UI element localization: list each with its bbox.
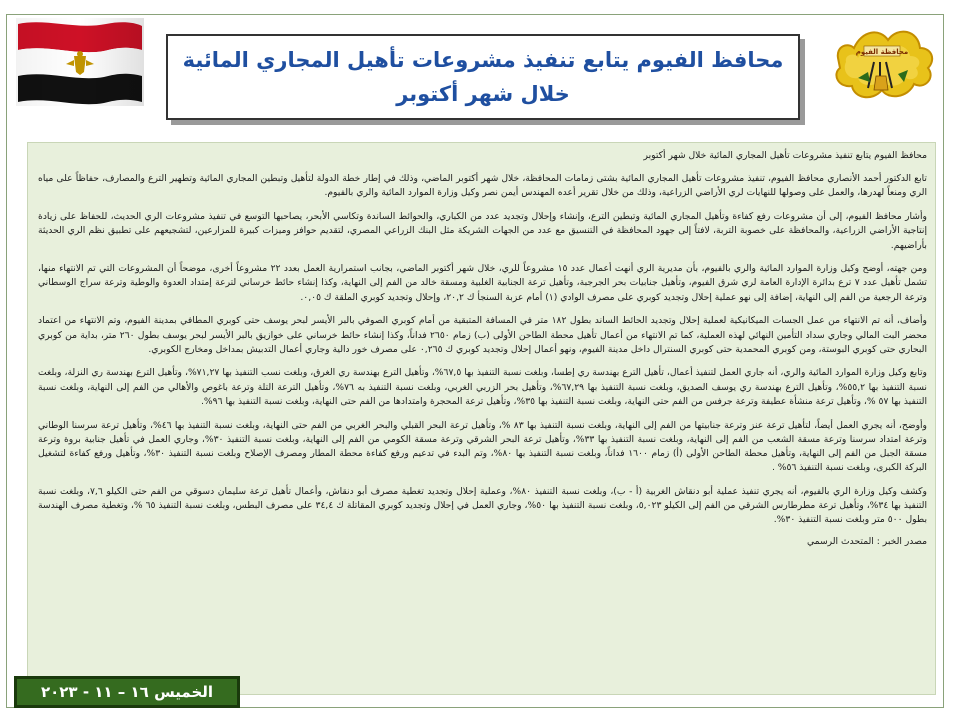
article-lead: محافظ الفيوم يتابع تنفيذ مشروعات تأهيل المجاري المائية خلال شهر أكتوبر: [643, 150, 927, 161]
news-source: مصدر الخبر : المتحدث الرسمي: [807, 535, 927, 547]
article-paragraph: وأشار محافظ الفيوم، إلى أن مشروعات رفع كفاءة وتأهيل المجاري المائية وتبطين الترع، وإنشاء وإحلال وتجديد عدد من الكباري، والحوائط الساندة وتكاسي الأبحر، يصاحبها التوسع في تنفيذ مشروعات الري الحديث، للحفاظ على زيادة إنتاجية الأراضي الزراعية، والمحافظة على خصوبة التربة، لافتاً إلى جهود المحافظة في التنسيق مع عدد من الجهات الشريكة مثل البنك الزراعي المصري، لتقديم حوافز وميزات كبيرة للمزارعين، لتشجيعهم على تطبيق نظم الري الحديثة بأراضيهم.: [38, 211, 927, 251]
egypt-flag-icon: [16, 18, 144, 106]
article-paragraph: وتابع وكيل وزارة الموارد المائية والري، أنه جاري العمل لتنفيذ أعمال، تأهيل الترع بهندسة ري إطسا، وبلغت نسبة التنفيذ بها ٦٧,٥%، وتأهيل الترع بهندسة ري الغرق، وبلغت نسب التنفيذ بها ٧١,٢٧%، وتأهيل الترع بهندسة ري النزلة، وبلغت نسبة التنفيذ بها ٥٥,٢%، وتأهيل الترع بهندسة ري يوسف الصديق، وبلغت نسبة التنفيذ بها ٦٧,٢٩%، وتأهيل بحر الزربي الغربي، وبلغت نسبة التنفيذ به ٧٦%، وتأهيل الترعة التلة وترعة باغوص والأهالي من الفم إلى النهاية، وبلغت نسبة التنفيذ بها ٥٧ %، وتأهيل ترعة منشأة عطيفة وترعة جرفس من الفم حتى النهاية، وبلغت نسبة التنفيذ بها ٣٥%، وتأهيل ترعة المحجرة وامتدادها من الفم حتى النهاية، وبلغت نسبة التنفيذ بها ٩٦%.: [38, 367, 927, 407]
title-box: [166, 34, 800, 120]
article-paragraph: وأوضح، أنه يجري العمل أيضاً، لتأهيل ترعة عنز وترعة جنابيتها من الفم إلى النهاية، وبلغت نسبة التنفيذ بها ٨٣ %، وتأهيل ترعة البحر القبلي والبحر الغربي من الفم حتى النهاية، وبلغت نسبة التنفيذ بها ٤٦%، وتأهيل ترعة سرسنا الوطاني وترعة امتداد سرسنا وترعة مسقة الشعب من الفم إلى النهاية، وبلغت نسبة التنفيذ بها ٣٣%، وتأهيل ترعة البحر الشرقي وترعة مسقة الكومي من الفم إلى النهاية، وبلغت نسبة التنفيذ ٣٠%، وجاري العمل في تأهيل جنابية بروة وترعة مسقة الجبل من الفم إلى النهاية، وتأهيل محطة الطاحن الأولى (أ) زمام ١٦٠٠ فداناً، وبلغت نسبة التنفيذ بها ٨٠%، وتم البدء في تدعيم ورفع كفاءة محطة المطار ومصرف الإصلاح وبلغت نسبة التنفيذ ٣٠%، وتأهيل ورفع كفاءة لتشغيل البركة الكبرى، وبلغت نسبة التنفيذ ٥٦% .: [38, 419, 927, 474]
article-paragraph: وأضاف، أنه تم الانتهاء من عمل الجسات الميكانيكية لعملية إحلال وتجديد الحائط الساند بطول ١٨٢ متر في المسافة المتبقية من أمام كوبري الصوفي بالبر الأيسر لبحر يوسف حتى كوبري المطافي بمدينة الفيوم، وتم الانتهاء من اعتماد محضر البت المالي وجاري سداد التأمين النهائي لهذه العملية، كما تم الانتهاء من أعمال تأهيل محطة الطاحن الأولى (ب) زمام ٢٦٥٠ فداناً، وكذا إنشاء حائط خرساني على خوازيق بالبر الأيسر لبحر يوسف بطول ٢٦٠ متر، بداية من كوبري البحاري حتى كوبري البوستة، ومن كوبري المحمدية حتى كوبري السنترال داخل مدينة الفيوم، ونهو أعمال إحلال وتجديد كوبري ك ٠,٢٦٥ على مصرف خور دالية وجاري أعمال التدبيش بمداخل ومخارج الكوبري.: [38, 315, 927, 355]
governorate-logo-icon: [828, 18, 940, 106]
article-paragraph: ومن جهته، أوضح وكيل وزارة الموارد المائية والري بالفيوم، بأن مديرية الري أنهت أعمال عدد ١٥ مشروعاً للري، خلال شهر أكتوبر الماضي، بجانب استمرارية العمل بعدد ٢٢ مشروعاً أخرى، موضحاً أن المشروعات التي تم الانتهاء منها، تشمل تأهيل عدد ٧ ترع بدائرة الإدارة العامة لري شرق الفيوم، وتأهيل جنابيات بحر الجرجبة، وتأهيل ترعة الجنابية الغلبية ومسقة خالد من الفم إلى النهاية، وكذا إنشاء حائط خرساني لترعة إمتداد العدوة والوطية وترعة سراج الوسطاني وترعة الرجعية من الفم إلى النهاية، إضافة إلى نهو عملية إحلال وتجديد كوبري على مصرف الوادي (١) أمام عزبة السنجأ ك ٢٠,٢، وإحلال وتجديد كوبري الملقة ك ٠,٠٥.: [38, 263, 928, 303]
article-body: [27, 142, 936, 695]
page-title: محافظ الفيوم يتابع تنفيذ مشروعات تأهيل المجاري المائية خلال شهر أكتوبر: [182, 48, 784, 106]
date-text: الخميس ١٦ – ١١ - ٢٠٢٣: [40, 683, 214, 701]
date-badge: [14, 676, 240, 708]
article-paragraph: وكشف وكيل وزارة الري بالفيوم، أنه يجري تنفيذ عملية أبو دنقاش الغربية (أ - ب)، وبلغت نسبة التنفيذ ٨٠%، وعملية إحلال وتجديد تغطية مصرف أبو دنقاش، وأعمال تأهيل ترعة سليمان دسوقي من الفم حتى الكيلو ٧,٦، وبلغت نسبة التنفيذ بها ٣٤%، وتأهيل ترعة مطرطارس الشرقي من الفم إلى الكيلو ٥,٠٢٣، وبلغت نسبة التنفيذ بها ٥٠%، وجاري العمل في إحلال وتجديد كوبري المقاتلة ك ٣٤,٤ على مصرف البطس، وبلغت نسبة التنفيذ ٦٥ %، وتغطية مصرف الهندسة بطول ٥٠٠ متر وبلغت نسبة التنفيذ ٣٠%.: [38, 485, 928, 526]
article-paragraph: تابع الدكتور أحمد الأنصاري محافظ الفيوم، تنفيذ مشروعات تأهيل المجاري المائية بشتى زمامات المحافظة، خلال شهر أكتوبر الماضي، وذلك في إطار خطة الدولة لتأهيل وتبطين المجاري المائية وتطهير الترع والمصارف، حفاظاً على مياه الري ومنعاً لهدرها، والعمل على وصولها للنهايات لري الأراضي الزراعية، وذلك من خلال تقرير أعده المهندس أيمن نصر وكيل وزارة الموارد المائية والري بالفيوم.: [38, 173, 927, 199]
logo-text: محافظة الفيوم: [855, 48, 909, 56]
